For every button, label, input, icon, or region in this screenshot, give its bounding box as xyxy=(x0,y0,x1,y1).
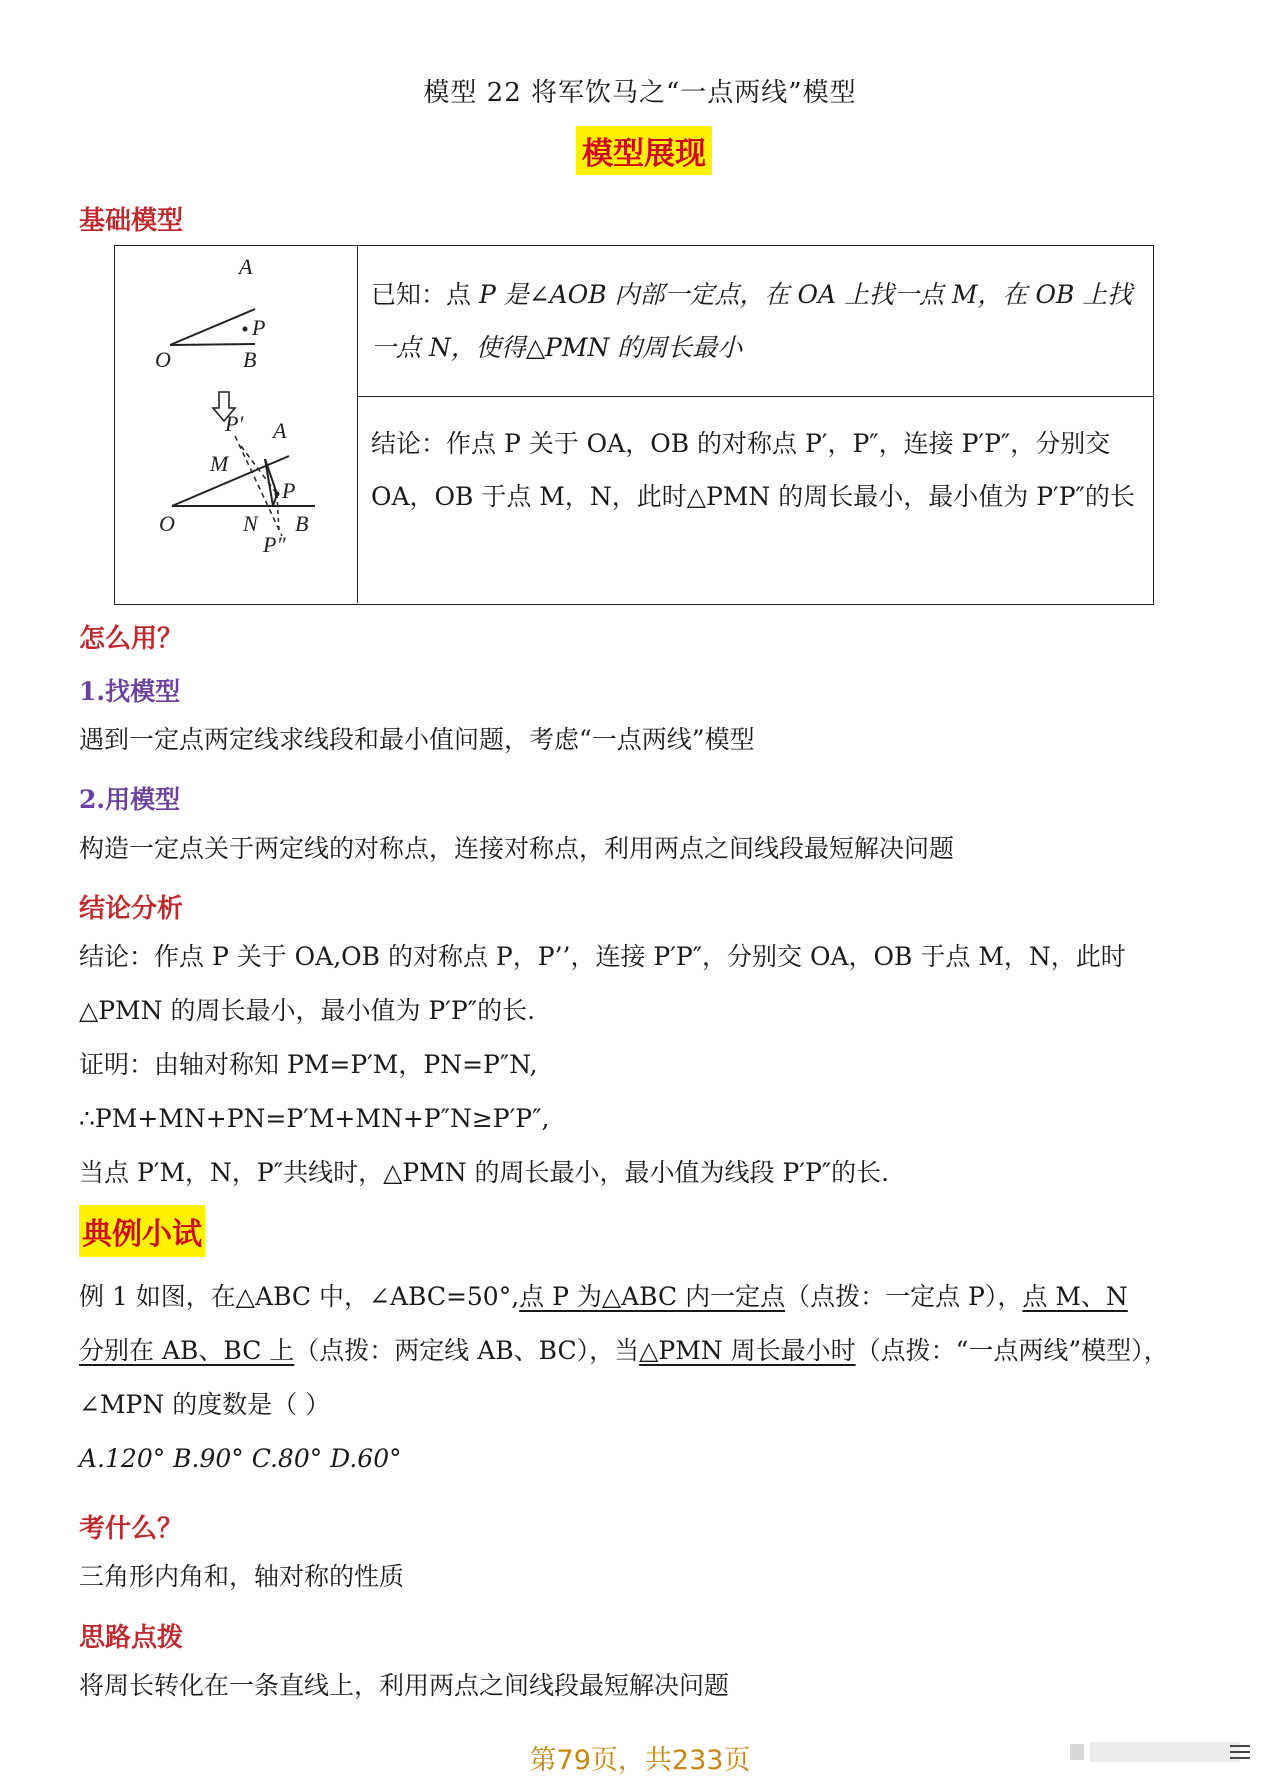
fig2-label-o: O xyxy=(159,511,175,536)
page-footer: 第79页，共233页 xyxy=(529,1745,751,1776)
analysis-line-1: 结论：作点 P 关于 OA,OB 的对称点 P，P’’，连接 P′P″，分别交 OA，OB 于点 M，N，此时 xyxy=(79,942,1126,971)
example-line-1: 例 1 如图，在△ABC 中，∠ABC=50°,点 P 为△ABC 内一定点（点拨：一定点 P），点 M、N xyxy=(79,1282,1128,1311)
what-text: 三角形内角和，轴对称的性质 xyxy=(79,1562,405,1591)
page-title: 模型 22 将军饮马之“一点两线”模型 xyxy=(423,78,857,108)
example-line-3: ∠MPN 的度数是（ ） xyxy=(79,1390,331,1419)
model-figures xyxy=(115,246,357,603)
figure-reflection-construction xyxy=(159,411,315,557)
fig1-label-p: P xyxy=(252,315,266,340)
figure-angle-with-point xyxy=(155,254,265,372)
conclusion-text: 结论：作点 P 关于 OA，OB 的对称点 P′，P″，连接 P′P″，分别交 OA，OB 于点 M，N，此时△PMN 的周长最小，最小值为 P′P″的长 xyxy=(371,429,1135,511)
step2-heading: 2.用模型 xyxy=(79,785,181,814)
step1-heading: 1.找模型 xyxy=(79,677,181,706)
step1-text: 遇到一定点两定线求线段和最小值问题，考虑“一点两线”模型 xyxy=(79,725,755,754)
example-line-2: 分别在 AB、BC 上（点拨：两定线 AB、BC），当△PMN 周长最小时（点拨：“一点两线”模型）， xyxy=(79,1336,1169,1365)
how-to-use-heading: 怎么用？ xyxy=(79,624,184,654)
basic-model-heading: 基础模型 xyxy=(79,206,184,236)
proof-line-3: 当点 P′M，N，P″共线时，△PMN 的周长最小，最小值为线段 P′P″的长. xyxy=(79,1158,890,1187)
fig1-label-o: O xyxy=(155,347,171,372)
known-text: 已知：点 P 是∠AOB 内部一定点，在 OA 上找一点 M，在 OB 上找一点 N，使得△PMN 的周长最小 xyxy=(371,280,1133,362)
analysis-line-2: △PMN 的周长最小，最小值为 P′P″的长. xyxy=(79,996,536,1025)
model-table xyxy=(114,245,1154,605)
analysis-heading: 结论分析 xyxy=(79,894,184,924)
conclusion-cell xyxy=(358,397,1153,604)
example-options: A.120° B.90° C.80° D.60° xyxy=(79,1444,402,1473)
fig2-label-p-prime: P′ xyxy=(225,411,244,436)
fig1-label-b: B xyxy=(243,347,257,372)
what-heading: 考什么？ xyxy=(79,1514,184,1544)
idea-heading: 思路点拨 xyxy=(79,1623,184,1653)
fig2-label-n: N xyxy=(243,511,258,536)
fig2-label-a: A xyxy=(273,418,287,443)
known-cell xyxy=(358,246,1153,397)
example-section-heading: 典例小试 xyxy=(79,1205,205,1257)
fig2-label-p-double-prime: P″ xyxy=(263,532,286,557)
fig2-label-m: M xyxy=(210,451,229,476)
figure-column xyxy=(115,246,358,603)
step2-text: 构造一定点关于两定线的对称点，连接对称点，利用两点之间线段最短解决问题 xyxy=(79,834,955,863)
proof-line-1: 证明：由轴对称知 PM=P′M，PN=P″N, xyxy=(79,1050,538,1079)
proof-line-2: ∴PM+MN+PN=P′M+MN+P″N≥P′P″, xyxy=(79,1104,550,1133)
fig2-label-b: B xyxy=(295,511,309,536)
section-display-heading: 模型展现 xyxy=(576,126,712,175)
fig2-label-p: P xyxy=(282,478,296,503)
idea-text: 将周长转化在一条直线上，利用两点之间线段最短解决问题 xyxy=(79,1671,730,1700)
page-corner-decoration xyxy=(1070,1738,1260,1766)
fig1-label-a: A xyxy=(239,254,253,279)
